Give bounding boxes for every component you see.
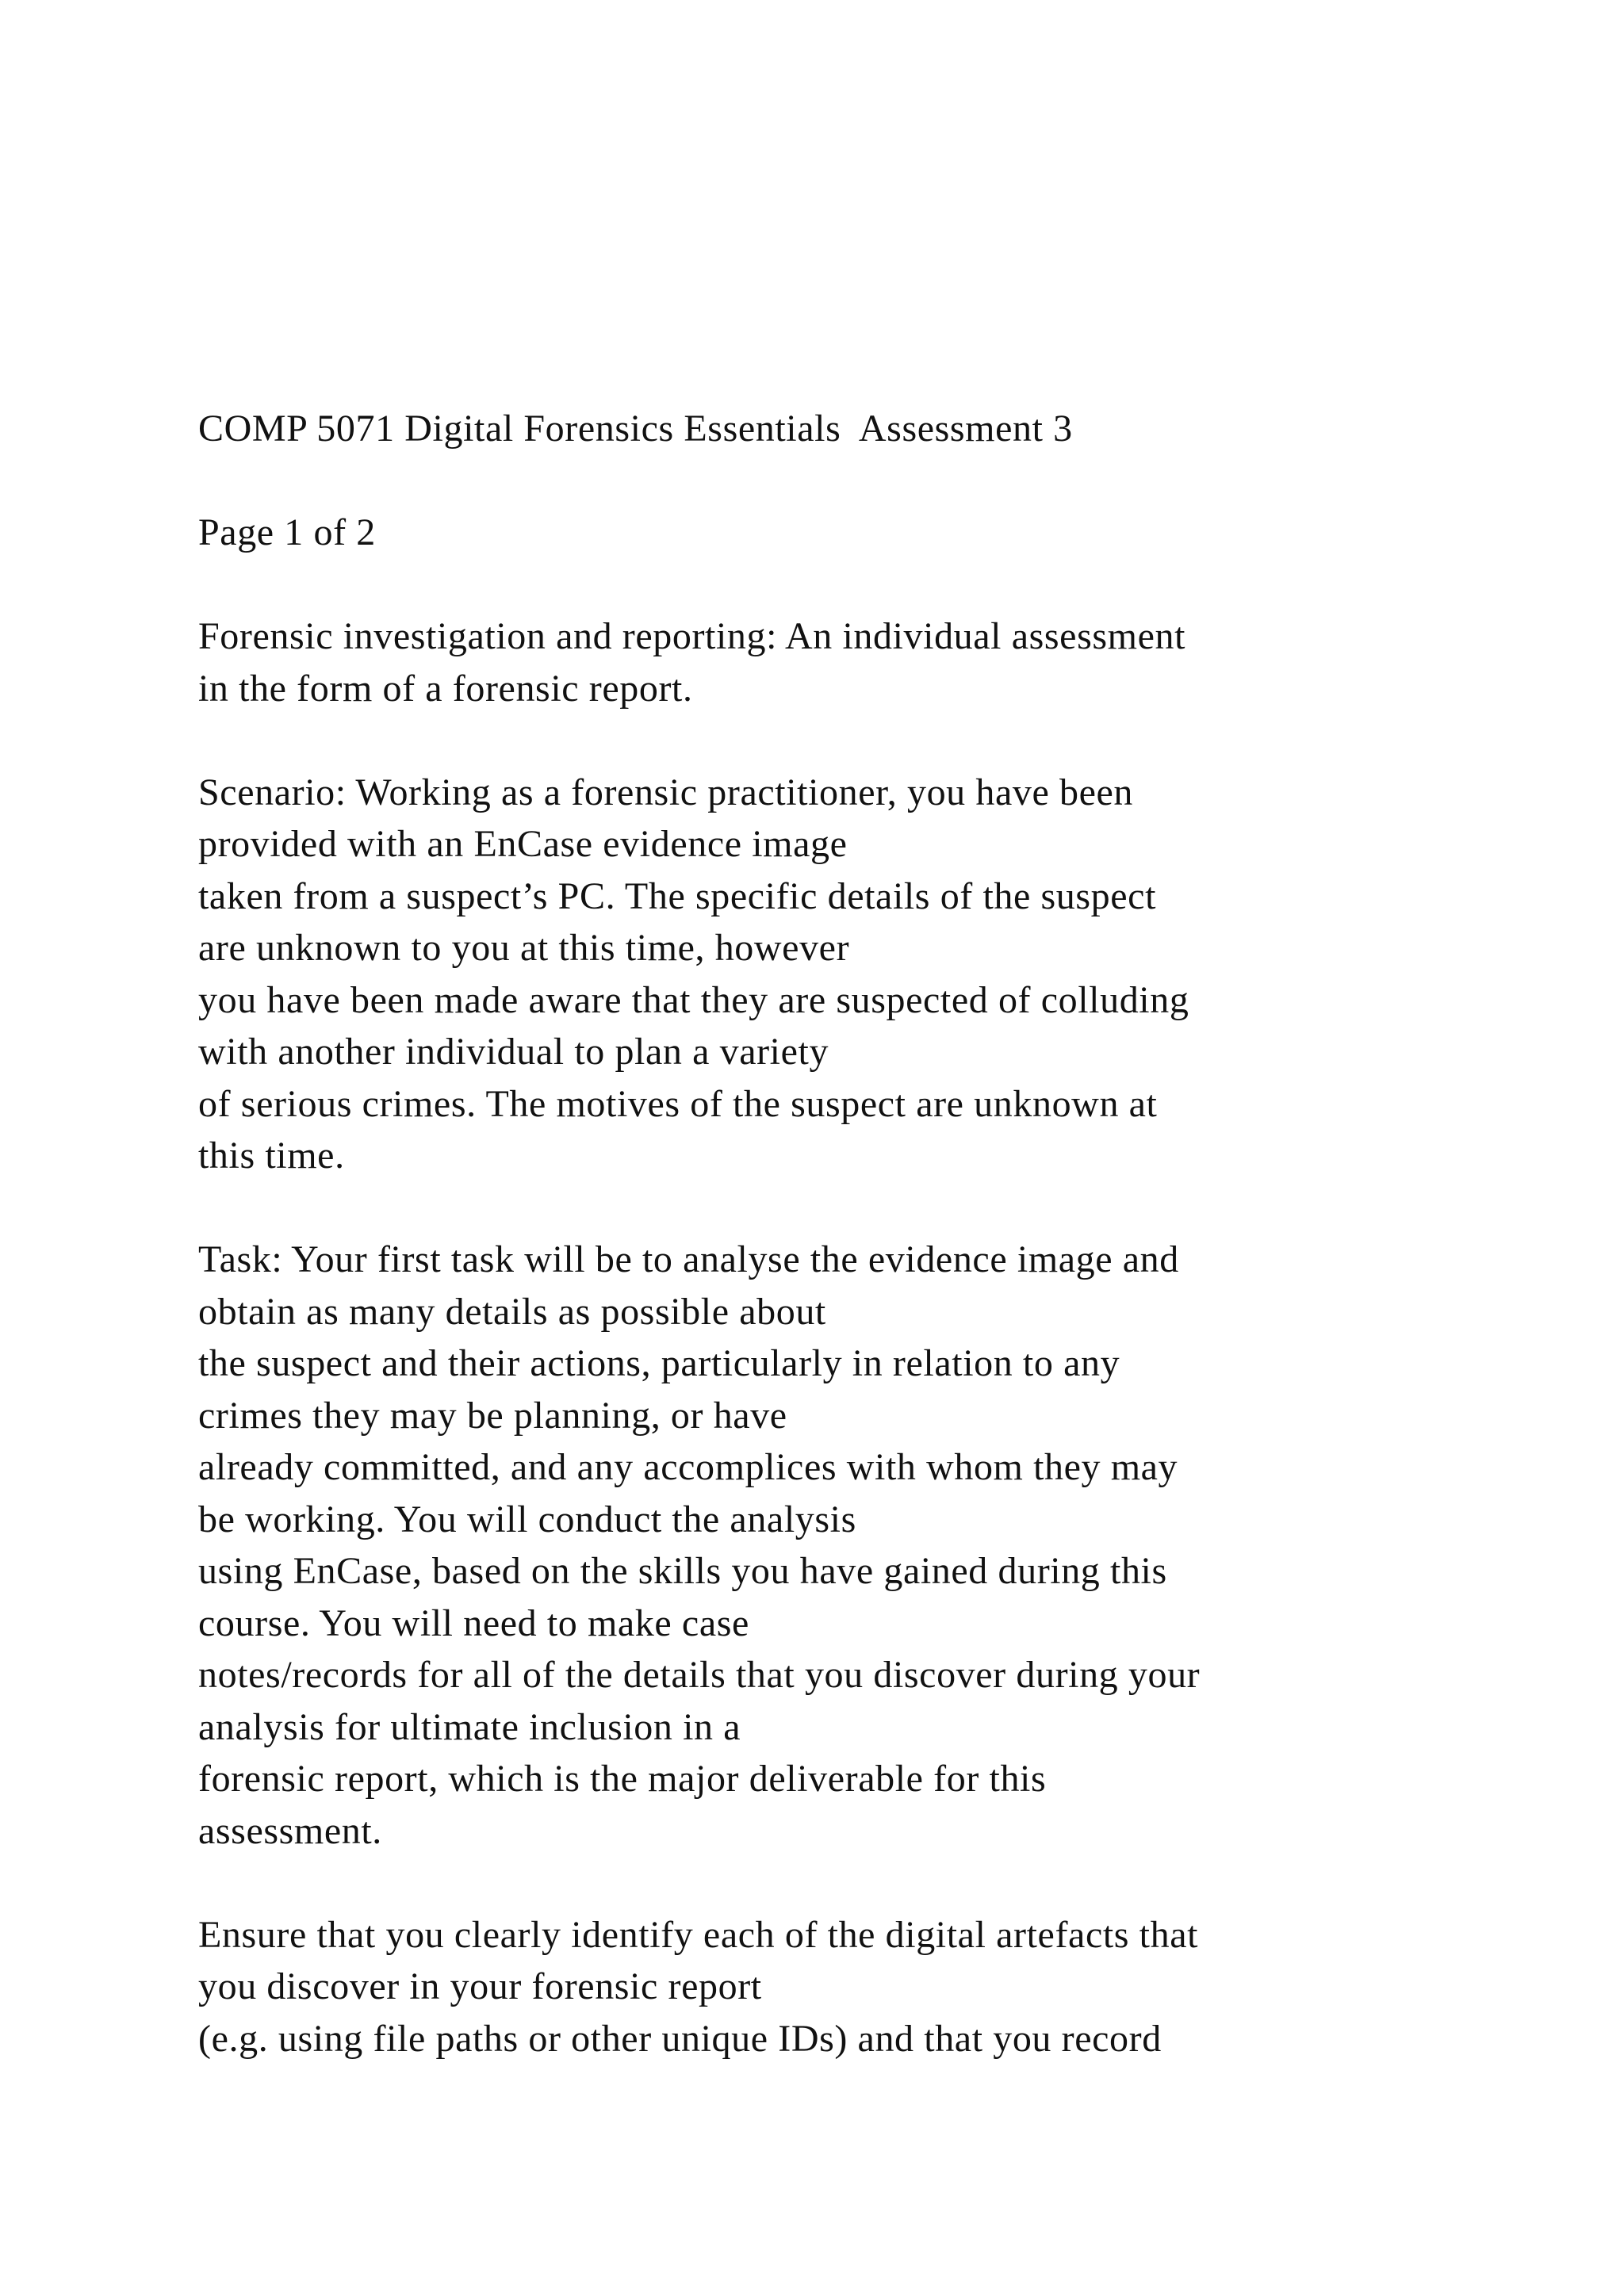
document-body — [198, 403, 1546, 2064]
paragraph-spacer — [198, 714, 1546, 767]
document-title: COMP 5071 Digital Forensics Essentials Assessment 3 — [198, 408, 1073, 450]
text-line: analysis for ultimate inclusion in a — [198, 1705, 741, 1748]
text-line: in the form of a forensic report. — [198, 667, 693, 710]
text-line: obtain as many details as possible about — [198, 1290, 826, 1333]
paragraph-spacer — [198, 455, 1546, 507]
text-line: assessment. — [198, 1809, 382, 1852]
text-line: forensic report, which is the major deliverable for this — [198, 1758, 1047, 1800]
scenario-paragraph — [198, 767, 1546, 1182]
text-line: course. You will need to make case — [198, 1601, 749, 1644]
text-line: be working. You will conduct the analysis — [198, 1498, 856, 1540]
text-line: taken from a suspect’s PC. The specific details of the suspect — [198, 874, 1157, 917]
text-line: you discover in your forensic report — [198, 1965, 762, 2007]
text-line: Task: Your first task will be to analyse the evidence image and — [198, 1238, 1179, 1280]
text-line: this time. — [198, 1135, 345, 1177]
text-line: you have been made aware that they are suspected of colluding — [198, 978, 1189, 1021]
text-line: the suspect and their actions, particularly in relation to any — [198, 1342, 1120, 1384]
text-line: (e.g. using file paths or other unique IDs) and that you record — [198, 2017, 1162, 2060]
text-line: with another individual to plan a variety — [198, 1031, 829, 1073]
text-line: of serious crimes. The motives of the suspect are unknown at — [198, 1082, 1158, 1125]
artefact-paragraph — [198, 1909, 1546, 2065]
task-paragraph — [198, 1234, 1546, 1857]
paragraph-spacer — [198, 1857, 1546, 1909]
text-line: notes/records for all of the details that you discover during your — [198, 1654, 1201, 1696]
text-line: using EnCase, based on the skills you have gained during this — [198, 1550, 1167, 1592]
text-line: crimes they may be planning, or have — [198, 1394, 787, 1437]
paragraph-spacer — [198, 559, 1546, 611]
text-line: Forensic investigation and reporting: An individual assessment — [198, 615, 1186, 657]
text-line: already committed, and any accomplices with whom they may — [198, 1446, 1178, 1488]
page-label: Page 1 of 2 — [198, 511, 376, 553]
heading-paragraph — [198, 610, 1546, 714]
text-line: Ensure that you clearly identify each of the digital artefacts that — [198, 1913, 1199, 1956]
text-line: Scenario: Working as a forensic practitioner, you have been — [198, 771, 1133, 813]
text-line: provided with an EnCase evidence image — [198, 823, 848, 865]
text-line: are unknown to you at this time, however — [198, 927, 850, 969]
paragraph-spacer — [198, 1182, 1546, 1234]
